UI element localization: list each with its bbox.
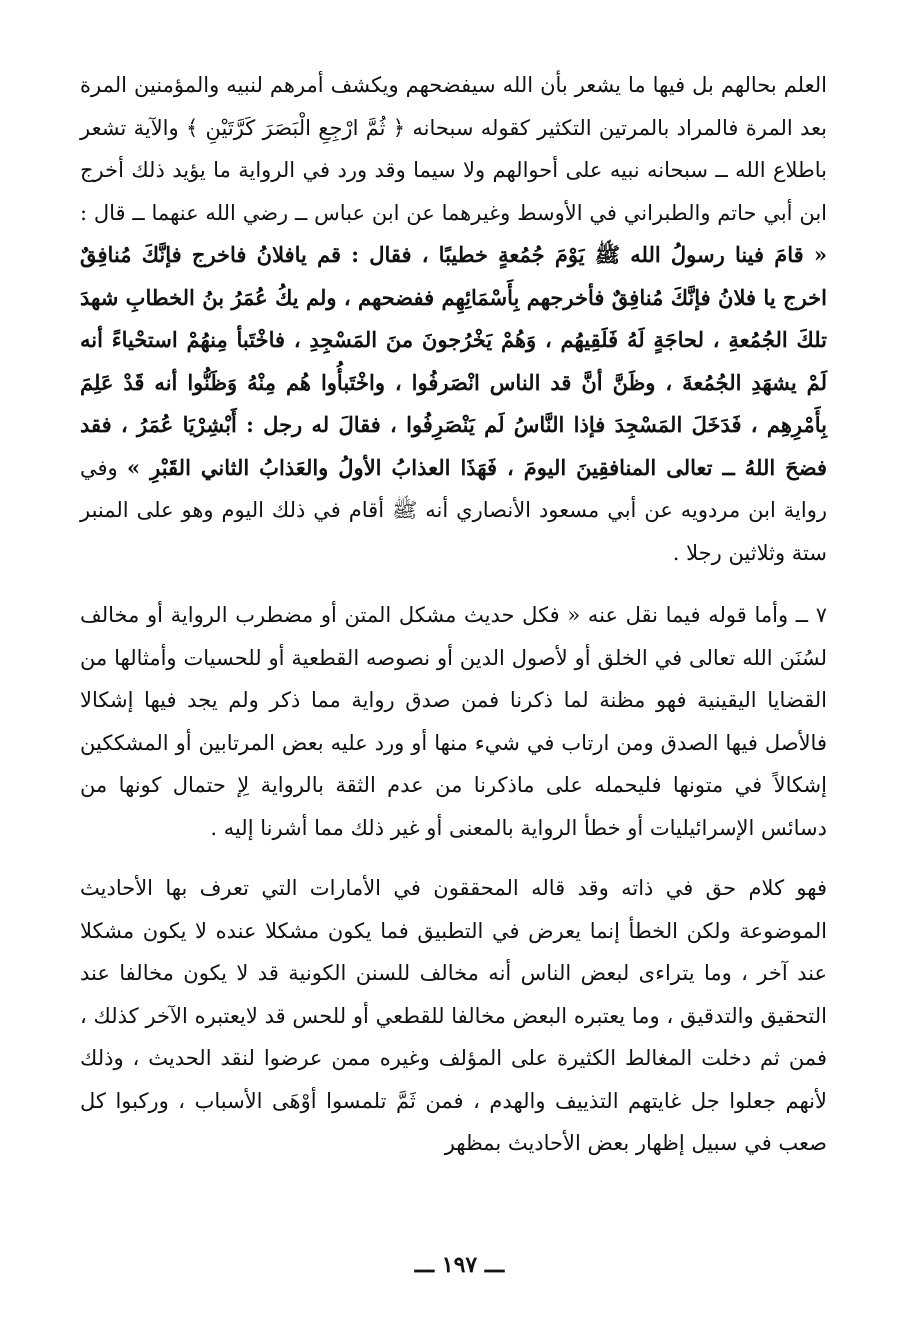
paragraph-lead-text: العلم بحالهم بل فيها ما يشعر بأن الله سيفضحهم ويكشف أمرهم لنبيه والمؤمنين المرة بعد المرة فالمراد بالمرتين التكثير كقوله سبحانه — [80, 73, 827, 140]
hadith-quote: « قامَ فينا رسولُ الله ﷺ يَوْمَ جُمُعةٍ خطيبًا ، فقال : قم يافلانُ فاخرج فإنَّكَ مُنافِقٌ اخرج يا فلانُ فإنَّكَ مُنافِقٌ فأخرجهم بِأَسْمَائِهِم ففضحهم ، ولم يكُ عُمَرُ بنُ الخطابِ شهدَ تلكَ الجُمُعةِ ، لحاجَةٍ لَهُ فَلَقِيهُم ، وَهُمْ يَخْرُجونَ منَ المَسْجِدِ ، فاخْتَبأ مِنهُمْ استحْياءً أنه لَمْ يشهَدِ الجُمُعةَ ، وظَنَّ أنَّ قد الناس انْصَرفُوا ، واخْتَبأُوا هُم مِنْهُ وَظَنُّوا أنه قَدْ عَلِمَ بِأَمْرِهِم ، فَدَخَلَ المَسْجِدَ فإذا النَّاسُ لَم يَنْصَرِفُوا ، فقالَ له رجل : أَبْشِرْيَا عُمَرُ ، فقد فضحَ اللهُ ــ تعالى المنافقِينَ اليومَ ، فَهَذَا العذابُ الأولُ والعَذابُ الثاني القَبْرِ » — [80, 242, 827, 480]
paragraph-hadith-commentary — [80, 64, 827, 574]
quran-quote: ﴿ ثُمَّ ارْجِعِ الْبَصَرَ كَرَّتَيْنِ ﴾ — [185, 115, 406, 140]
page-number: ـــ ١٩٧ ـــ — [414, 1252, 505, 1278]
paragraph-response: فهو كلام حق في ذاته وقد قاله المحققون في الأمارات التي تعرف بها الأحاديث الموضوعة ولكن الخطأ إنما يعرض في التطبيق فما يكون مشكلا عنده لا يكون مشكلا عند آخر ، وما يتراءى لبعض الناس أنه مخالف للسنن الكونية قد لا يكون مخالفا عند التحقيق والتدقيق ، وما يعتبره البعض مخالفا للقطعي أو للحس قد لايعتبره الآخر كذلك ، فمن ثم دخلت المغالط الكثيرة على المؤلف وغيره ممن عرضوا لنقد الحديث ، وذلك لأنهم جعلوا جل غايتهم التذييف والهدم ، فمن ثَمَّ تلمسوا أوْهَى الأسباب ، وركبوا كل صعب في سبيل إظهار بعض الأحاديث بمظهر — [80, 876, 827, 1155]
paragraph-tail-text: وفي رواية ابن مردويه عن أبي مسعود الأنصاري أنه ﷺ أقام في ذلك اليوم وهو على المنبر ستة وثلاثين رجلا . — [80, 455, 827, 565]
paragraph-middle-text: والآية تشعر باطلاع الله ــ سبحانه نبيه على أحوالهم ولا سيما وقد ورد في الرواية ما يؤيد ذلك أخرج ابن أبي حاتم والطبراني في الأوسط وغيرهما عن ابن عباس ــ رضي الله عنهما ــ قال : — [80, 115, 827, 225]
paragraph-point-seven: ٧ ــ وأما قوله فيما نقل عنه « فكل حديث مشكل المتن أو مضطرب الرواية أو مخالف لسُنَن الله تعالى في الخلق أو لأصول الدين أو نصوصه القطعية أو للحسيات وأمثالها من القضايا اليقينية فهو مظنة لما ذكرنا فمن صدق رواية مما ذكر ولم يجد فيها إشكالا فالأصل فيها الصدق ومن ارتاب في شيء منها أو ورد عليه بعض المرتابين أو المشككين إشكالاً في متونها فليحمله على ماذكرنا من عدم الثقة بالرواية لِإ حتمال كونها من دسائس الإسرائيليات أو خطأ الرواية بالمعنى أو غير ذلك مما أشرنا إليه . — [80, 603, 827, 840]
